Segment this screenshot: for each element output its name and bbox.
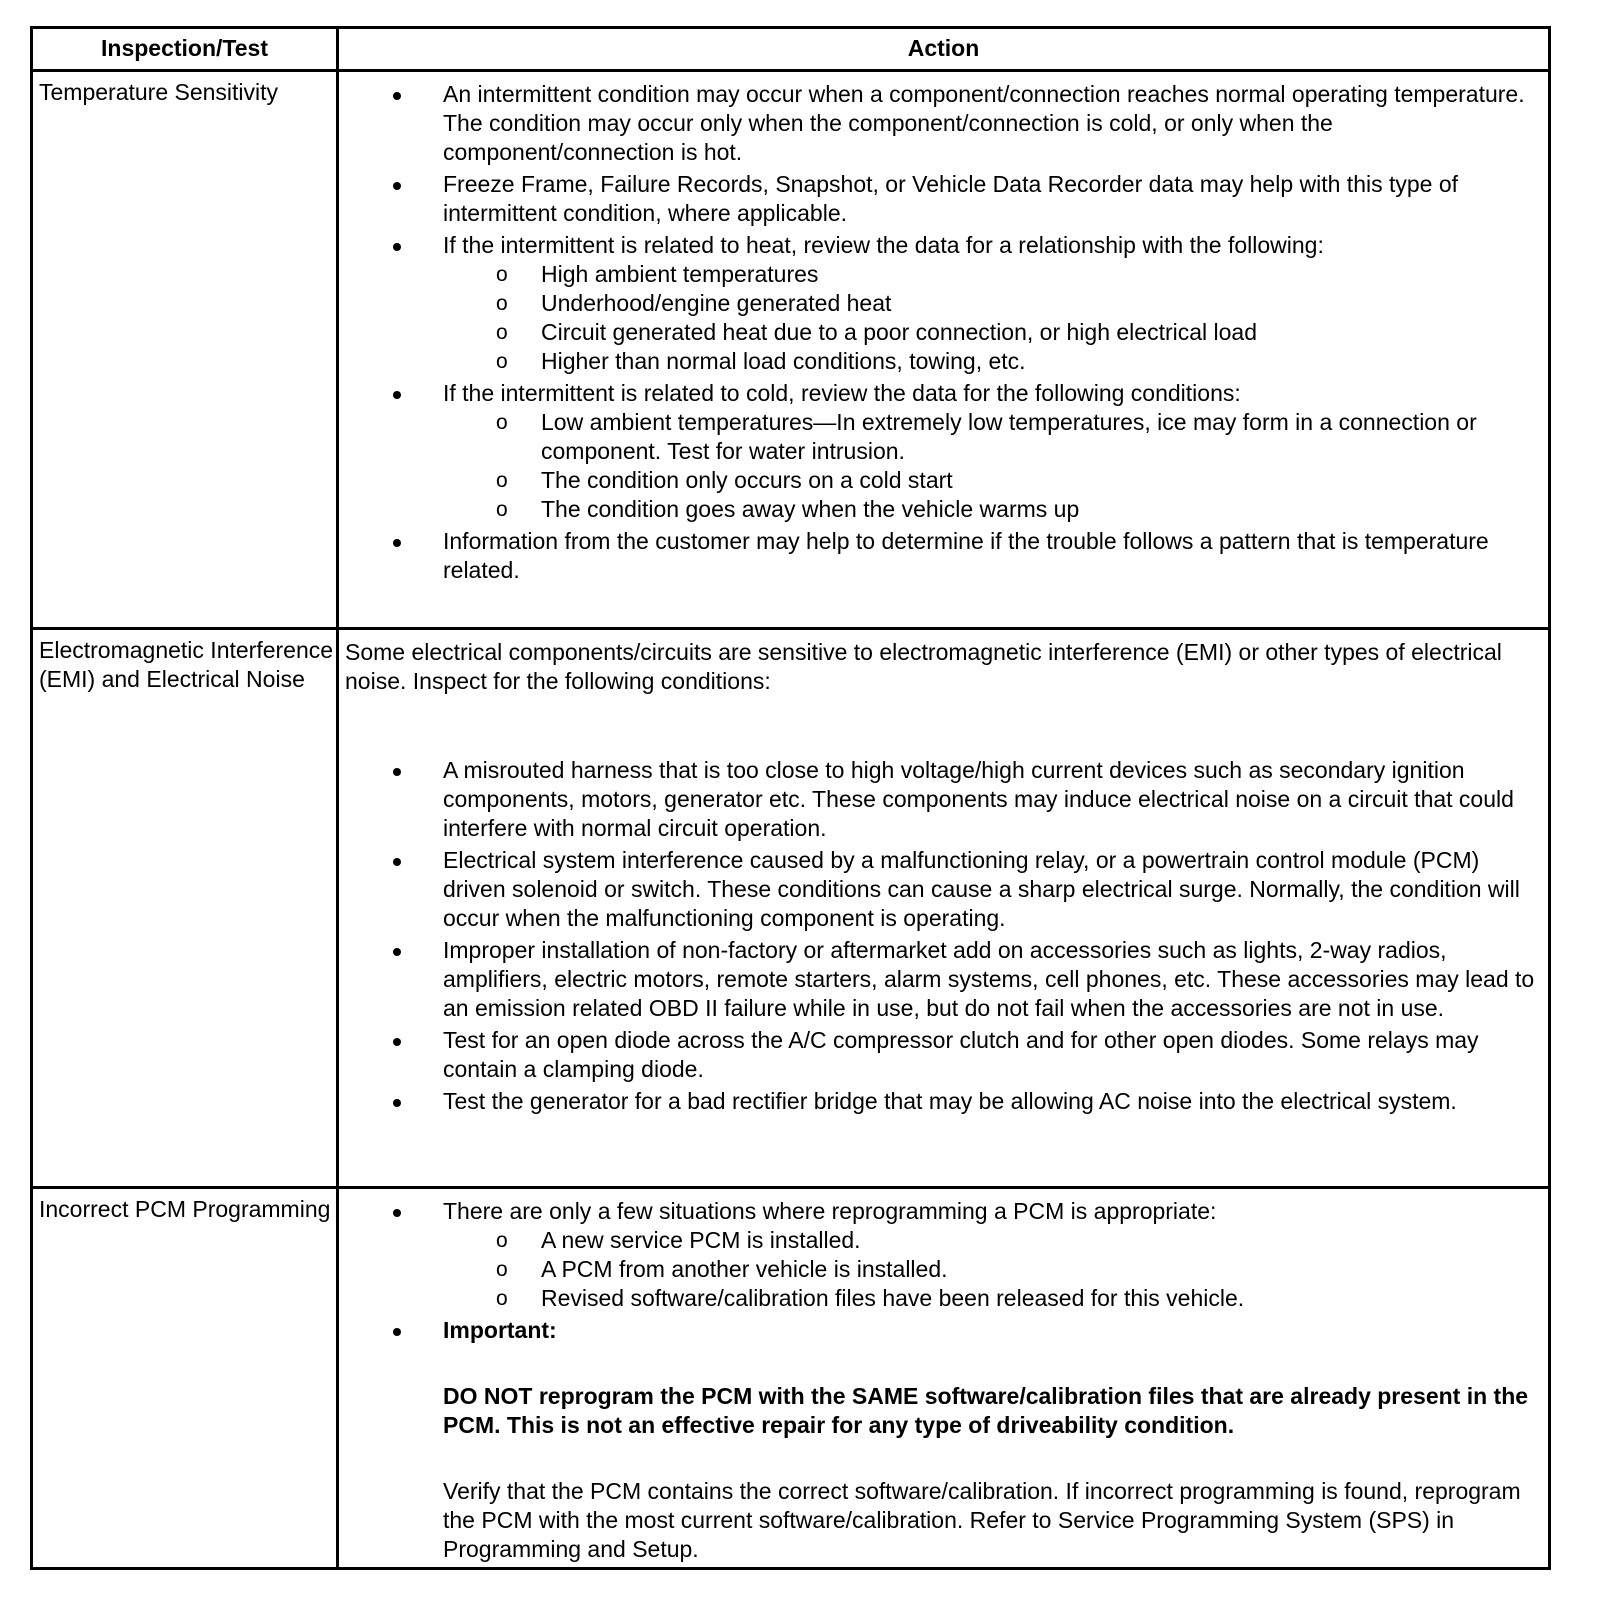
list-item-text: There are only a few situations where reprogramming a PCM is appropriate:: [443, 1198, 1217, 1224]
row-action: [338, 629, 1550, 1188]
important-warning: DO NOT reprogram the PCM with the SAME software/calibration files that are already present in the PCM. This is not an effective repair for any type of driveability condition.: [443, 1383, 1529, 1438]
row-label: Electromagnetic Interference (EMI) and Electrical Noise: [32, 629, 338, 1188]
bullet-icon: [393, 243, 401, 251]
ring-bullet-icon: o: [496, 1287, 508, 1310]
sub-list-item: [443, 318, 1540, 347]
list-item-text: Test for an open diode across the A/C compressor clutch and for other open diodes. Some relays may contain a clamping diode.: [443, 1027, 1479, 1082]
bullet-list: [345, 80, 1540, 585]
ring-bullet-icon: o: [496, 350, 508, 373]
list-item: [345, 170, 1540, 228]
bullet-icon: [393, 1099, 401, 1107]
list-item-text: Test the generator for a bad rectifier bridge that may be allowing AC noise into the electrical system.: [443, 1088, 1457, 1114]
list-item-important: [345, 1316, 1540, 1564]
ring-bullet-icon: o: [496, 292, 508, 315]
list-item-text: Information from the customer may help to determine if the trouble follows a pattern that is temperature related.: [443, 528, 1489, 583]
list-item: [345, 1197, 1540, 1313]
sub-list-item: [443, 495, 1540, 524]
ring-bullet-icon: o: [496, 498, 508, 521]
table-row: [32, 1188, 1550, 1569]
bullet-list: [345, 1197, 1540, 1564]
sub-list: [443, 260, 1540, 376]
bullet-icon: [393, 1328, 401, 1336]
row-action: [338, 71, 1550, 629]
bullet-icon: [393, 768, 401, 776]
list-item: [345, 756, 1540, 843]
inspection-table: [30, 26, 1551, 1570]
sub-item-text: A PCM from another vehicle is installed.: [541, 1256, 948, 1282]
sub-item-text: Underhood/engine generated heat: [541, 290, 892, 316]
bullet-icon: [393, 948, 401, 956]
header-action: Action: [338, 28, 1550, 71]
sub-item-text: Circuit generated heat due to a poor connection, or high electrical load: [541, 319, 1258, 345]
bullet-icon: [393, 1209, 401, 1217]
sub-item-text: High ambient temperatures: [541, 261, 819, 287]
table-row: [32, 629, 1550, 1188]
row-label: Incorrect PCM Programming: [32, 1188, 338, 1569]
bullet-icon: [393, 858, 401, 866]
sub-list: [443, 408, 1540, 524]
ring-bullet-icon: o: [496, 1258, 508, 1281]
sub-item-text: Low ambient temperatures—In extremely low temperatures, ice may form in a connection or component. Test for water intrusion.: [541, 409, 1477, 464]
sub-list-item: [443, 466, 1540, 495]
important-heading: Important:: [443, 1317, 557, 1343]
ring-bullet-icon: o: [496, 1229, 508, 1252]
ring-bullet-icon: o: [496, 263, 508, 286]
list-item: [345, 936, 1540, 1023]
sub-list-item: [443, 1255, 1540, 1284]
bullet-icon: [393, 539, 401, 547]
bullet-icon: [393, 391, 401, 399]
sub-item-text: Higher than normal load conditions, towing, etc.: [541, 348, 1026, 374]
list-item-text: A misrouted harness that is too close to high voltage/high current devices such as secondary ignition components, motors, generator etc. These components may induce electrical noise on a circuit that could interfere with normal circuit operation.: [443, 757, 1514, 841]
sub-item-text: The condition goes away when the vehicle warms up: [541, 496, 1080, 522]
sub-list-item: [443, 260, 1540, 289]
sub-list-item: [443, 347, 1540, 376]
row-intro: Some electrical components/circuits are sensitive to electromagnetic interference (EMI) or other types of electrical noise. Inspect for the following conditions:: [345, 639, 1502, 694]
sub-list-item: [443, 289, 1540, 318]
sub-list-item: [443, 1226, 1540, 1255]
list-item: [345, 379, 1540, 524]
sub-item-text: Revised software/calibration files have been released for this vehicle.: [541, 1285, 1245, 1311]
list-item: [345, 527, 1540, 585]
table-row: [32, 71, 1550, 629]
table-header-row: [32, 28, 1550, 71]
sub-list-item: [443, 1284, 1540, 1313]
row-label: Temperature Sensitivity: [32, 71, 338, 629]
ring-bullet-icon: o: [496, 469, 508, 492]
sub-item-text: The condition only occurs on a cold start: [541, 467, 953, 493]
list-item-text: Electrical system interference caused by a malfunctioning relay, or a powertrain control module (PCM) driven solenoid or switch. These conditions can cause a sharp electrical surge. Normally, the condition will occur when the malfunctioning component is operating.: [443, 847, 1520, 931]
bullet-icon: [393, 182, 401, 190]
list-item-text: If the intermittent is related to heat, review the data for a relationship with the following:: [443, 232, 1324, 258]
list-item-text: Freeze Frame, Failure Records, Snapshot, or Vehicle Data Recorder data may help with this type of intermittent condition, where applicable.: [443, 171, 1459, 226]
row-action: [338, 1188, 1550, 1569]
list-item: [345, 1026, 1540, 1084]
list-item-text: If the intermittent is related to cold, review the data for the following conditions:: [443, 380, 1241, 406]
ring-bullet-icon: o: [496, 321, 508, 344]
list-item-text: Improper installation of non-factory or aftermarket add on accessories such as lights, 2-way radios, amplifiers, electric motors, remote starters, alarm systems, cell phones, etc. These accessories may lead to an emission related OBD II failure while in use, but do not fail when the accessories are not in use.: [443, 937, 1535, 1021]
list-item: [345, 846, 1540, 933]
sub-item-text: A new service PCM is installed.: [541, 1227, 861, 1253]
bullet-list: [345, 756, 1540, 1116]
list-item-text: An intermittent condition may occur when a component/connection reaches normal operating temperature. The condition may occur only when the component/connection is cold, or only when the component/connection is hot.: [443, 81, 1525, 165]
sub-list: [443, 1226, 1540, 1313]
header-inspection-test: Inspection/Test: [32, 28, 338, 71]
important-note: Verify that the PCM contains the correct software/calibration. If incorrect programming is found, reprogram the PCM with the most current software/calibration. Refer to Service Programming System (SPS) in Programming and Setup.: [443, 1478, 1521, 1562]
sub-list-item: [443, 408, 1540, 466]
list-item: [345, 1087, 1540, 1116]
ring-bullet-icon: o: [496, 411, 508, 434]
list-item: [345, 231, 1540, 376]
bullet-icon: [393, 1038, 401, 1046]
list-item: [345, 80, 1540, 167]
bullet-icon: [393, 92, 401, 100]
